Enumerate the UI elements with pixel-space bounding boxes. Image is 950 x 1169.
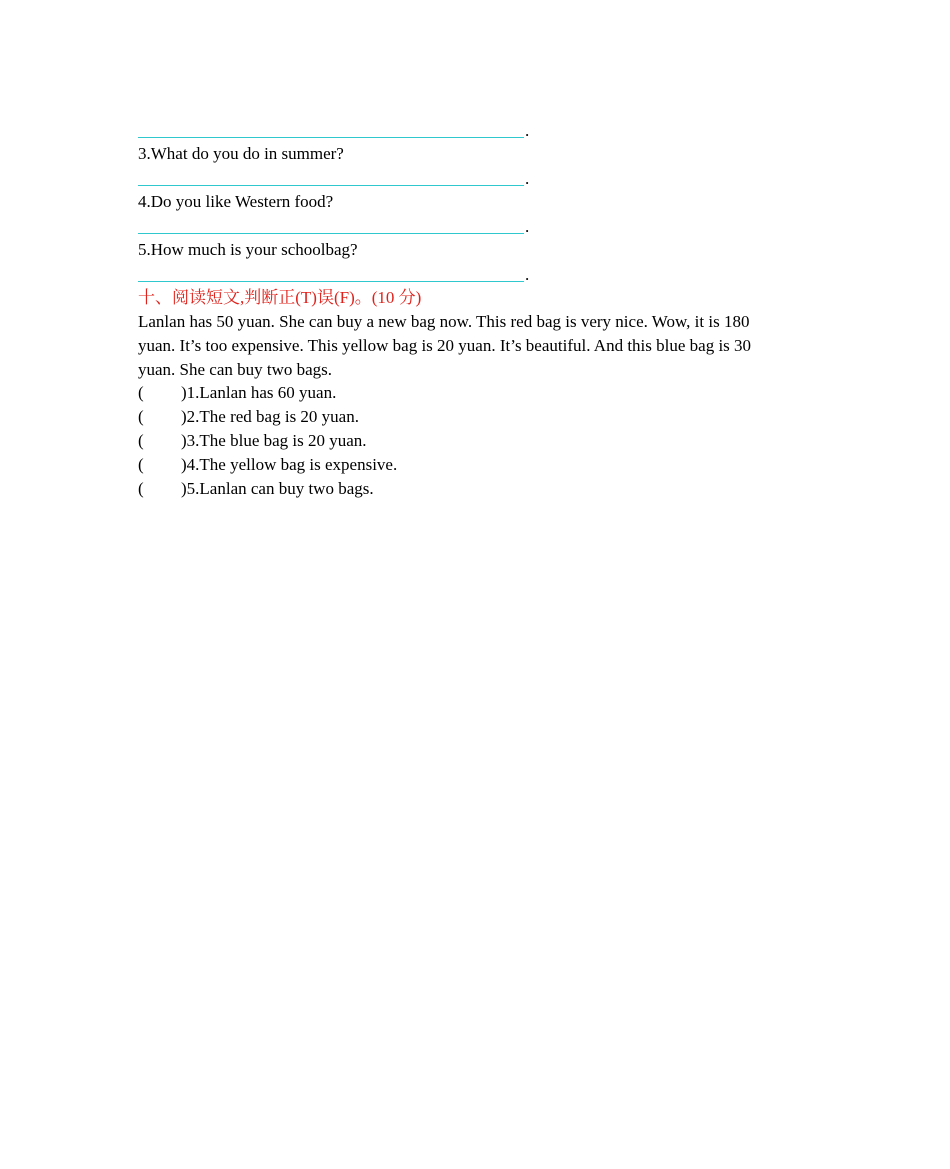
question-4: 4.Do you like Western food? [138,192,334,211]
statement-text: )1.Lanlan has 60 yuan. [181,383,337,402]
answer-line-4[interactable] [138,233,524,234]
reading-passage [138,310,818,382]
passage-line: yuan. She can buy two bags. [138,360,333,379]
tf-statement-1 [138,383,336,403]
answer-period: . [525,265,530,284]
statement-text: )3.The blue bag is 20 yuan. [181,431,367,450]
statement-text: )4.The yellow bag is expensive. [181,455,398,474]
answer-period: . [525,169,530,188]
section-heading: 十、阅读短文,判断正(T)误(F)。(10 分) [138,288,422,307]
question-3: 3.What do you do in summer? [138,144,344,163]
answer-line-2[interactable] [138,137,524,138]
answer-blank[interactable]: ( [138,431,144,450]
question-5: 5.How much is your schoolbag? [138,240,358,259]
passage-line: yuan. It’s too expensive. This yellow bag is 20 yuan. It’s beautiful. And this blue bag is 30 [138,336,752,355]
answer-line-3[interactable] [138,185,524,186]
answer-blank[interactable]: ( [138,455,144,474]
answer-line-5[interactable] [138,281,524,282]
answer-blank[interactable]: ( [138,479,144,498]
tf-statement-4 [138,455,397,475]
answer-period: . [525,121,530,140]
statement-text: )2.The red bag is 20 yuan. [181,407,359,426]
tf-statement-2 [138,407,359,427]
statement-text: )5.Lanlan can buy two bags. [181,479,374,498]
answer-blank[interactable]: ( [138,407,144,426]
tf-statement-5 [138,479,374,499]
tf-statement-3 [138,431,367,451]
answer-period: . [525,217,530,236]
passage-line: Lanlan has 50 yuan. She can buy a new bag now. This red bag is very nice. Wow, it is 180 [138,312,750,331]
answer-blank[interactable]: ( [138,383,144,402]
